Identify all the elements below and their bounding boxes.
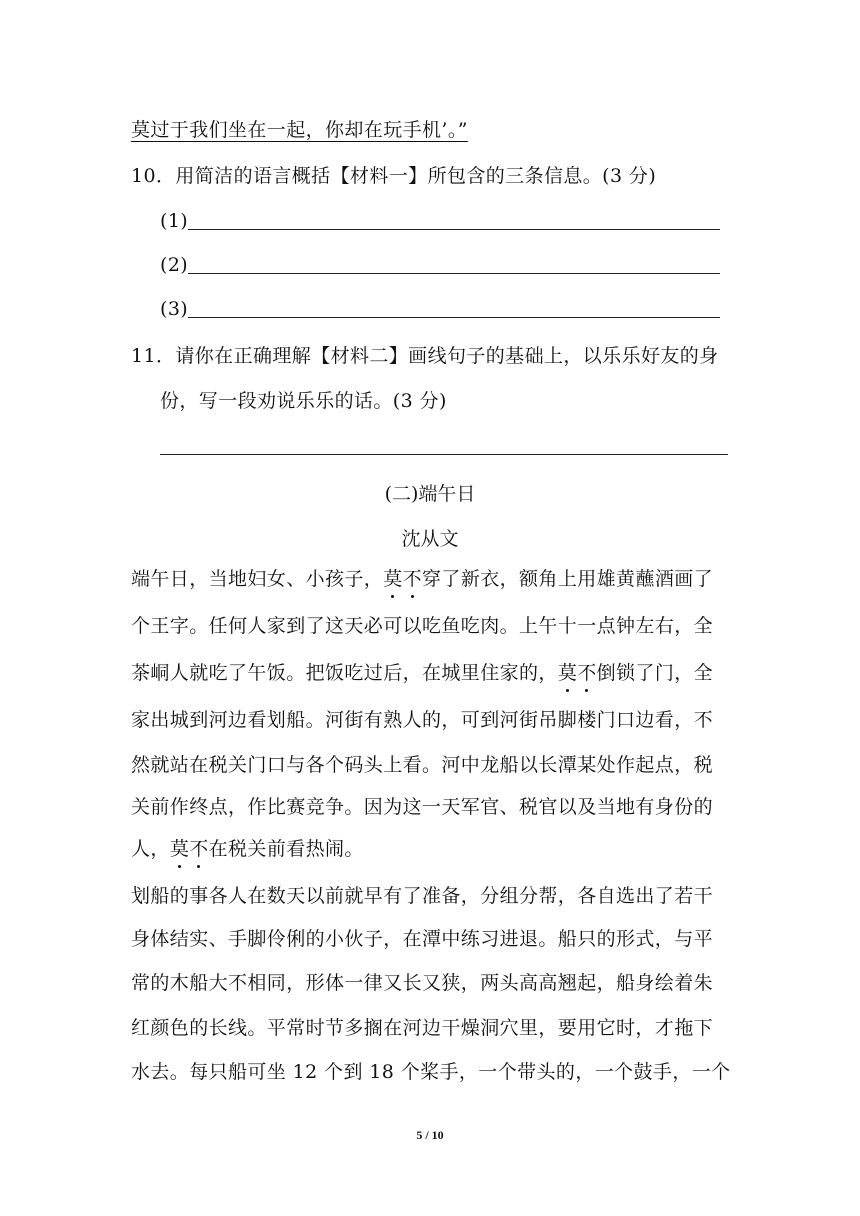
passage-p2-line-2: 身体结实、手脚伶俐的小伙子，在潭中练习进退。船只的形式，与平 <box>131 928 714 950</box>
answer-line-2[interactable] <box>188 273 720 274</box>
passage-p2-line-1: 划船的事各人在数天以前就早有了准备，分组分帮，各自选出了若干 <box>131 885 714 907</box>
emphasis-char: 不 <box>189 834 208 861</box>
emphasis-char: 莫 <box>170 834 189 861</box>
answer-line-3[interactable] <box>188 317 720 318</box>
material-two-ending: 莫过于我们坐在一起，你却在玩手机’。” <box>131 119 468 141</box>
text-span: 在税关前看热闹。 <box>208 838 364 860</box>
passage-p1-line-5: 然就站在税关门口与各个码头上看。河中龙船以长潭某处作起点，税 <box>131 754 714 776</box>
page-number: 5 / 10 <box>416 1128 444 1142</box>
text-span: 茶峒人就吃了午饭。把饭吃过后，在城里住家的， <box>131 662 558 684</box>
passage-p2-line-4: 红颜色的长线。平常时节多搁在河边干燥洞穴里，要用它时，才拖下 <box>131 1017 714 1039</box>
passage-p1-line-4: 家出城到河边看划船。河街有熟人的，可到河街吊脚楼门口边看，不 <box>131 709 714 731</box>
section-title: (二)端午日 <box>384 483 476 505</box>
passage-p1-line-1 <box>131 564 713 591</box>
emphasis-char: 莫 <box>558 658 577 685</box>
emphasis-char: 不 <box>577 658 596 685</box>
text-span: 倒锁了门，全 <box>596 662 714 684</box>
answer-line-q11[interactable] <box>160 454 728 455</box>
text-span: 人， <box>131 838 170 860</box>
emphasis-char: 莫 <box>383 564 402 591</box>
answer-line-1-label: (1) <box>160 210 189 232</box>
passage-p2-line-3: 常的木船大不相同，形体一律又长又狭，两头高高翘起，船身绘着朱 <box>131 972 714 994</box>
author-name: 沈从文 <box>401 528 459 550</box>
passage-p1-line-6: 关前作终点，作比赛竞争。因为这一天军官、税官以及当地有身份的 <box>131 796 714 818</box>
passage-p1-line-2: 个王字。任何人家到了这天必可以吃鱼吃肉。上午十一点钟左右，全 <box>131 615 714 637</box>
answer-line-3-label: (3) <box>160 298 189 320</box>
question-11-line-2: 份，写一段劝说乐乐的话。(3 分) <box>160 390 447 412</box>
passage-p2-line-5: 水去。每只船可坐 12 个到 18 个桨手，一个带头的，一个鼓手，一个 <box>131 1061 731 1083</box>
passage-p1-line-7 <box>131 834 364 861</box>
text-span: 穿了新衣，额角上用雄黄蘸酒画了 <box>422 568 714 590</box>
answer-line-1[interactable] <box>188 229 720 230</box>
emphasis-char: 不 <box>403 564 422 591</box>
passage-p1-line-3 <box>131 658 713 685</box>
text-span: 端午日，当地妇女、小孩子， <box>131 568 384 590</box>
question-10: 10．用简洁的语言概括【材料一】所包含的三条信息。(3 分) <box>131 165 657 187</box>
question-11-line-1: 11．请你在正确理解【材料二】画线句子的基础上，以乐乐好友的身 <box>131 345 719 367</box>
answer-line-2-label: (2) <box>160 254 189 276</box>
